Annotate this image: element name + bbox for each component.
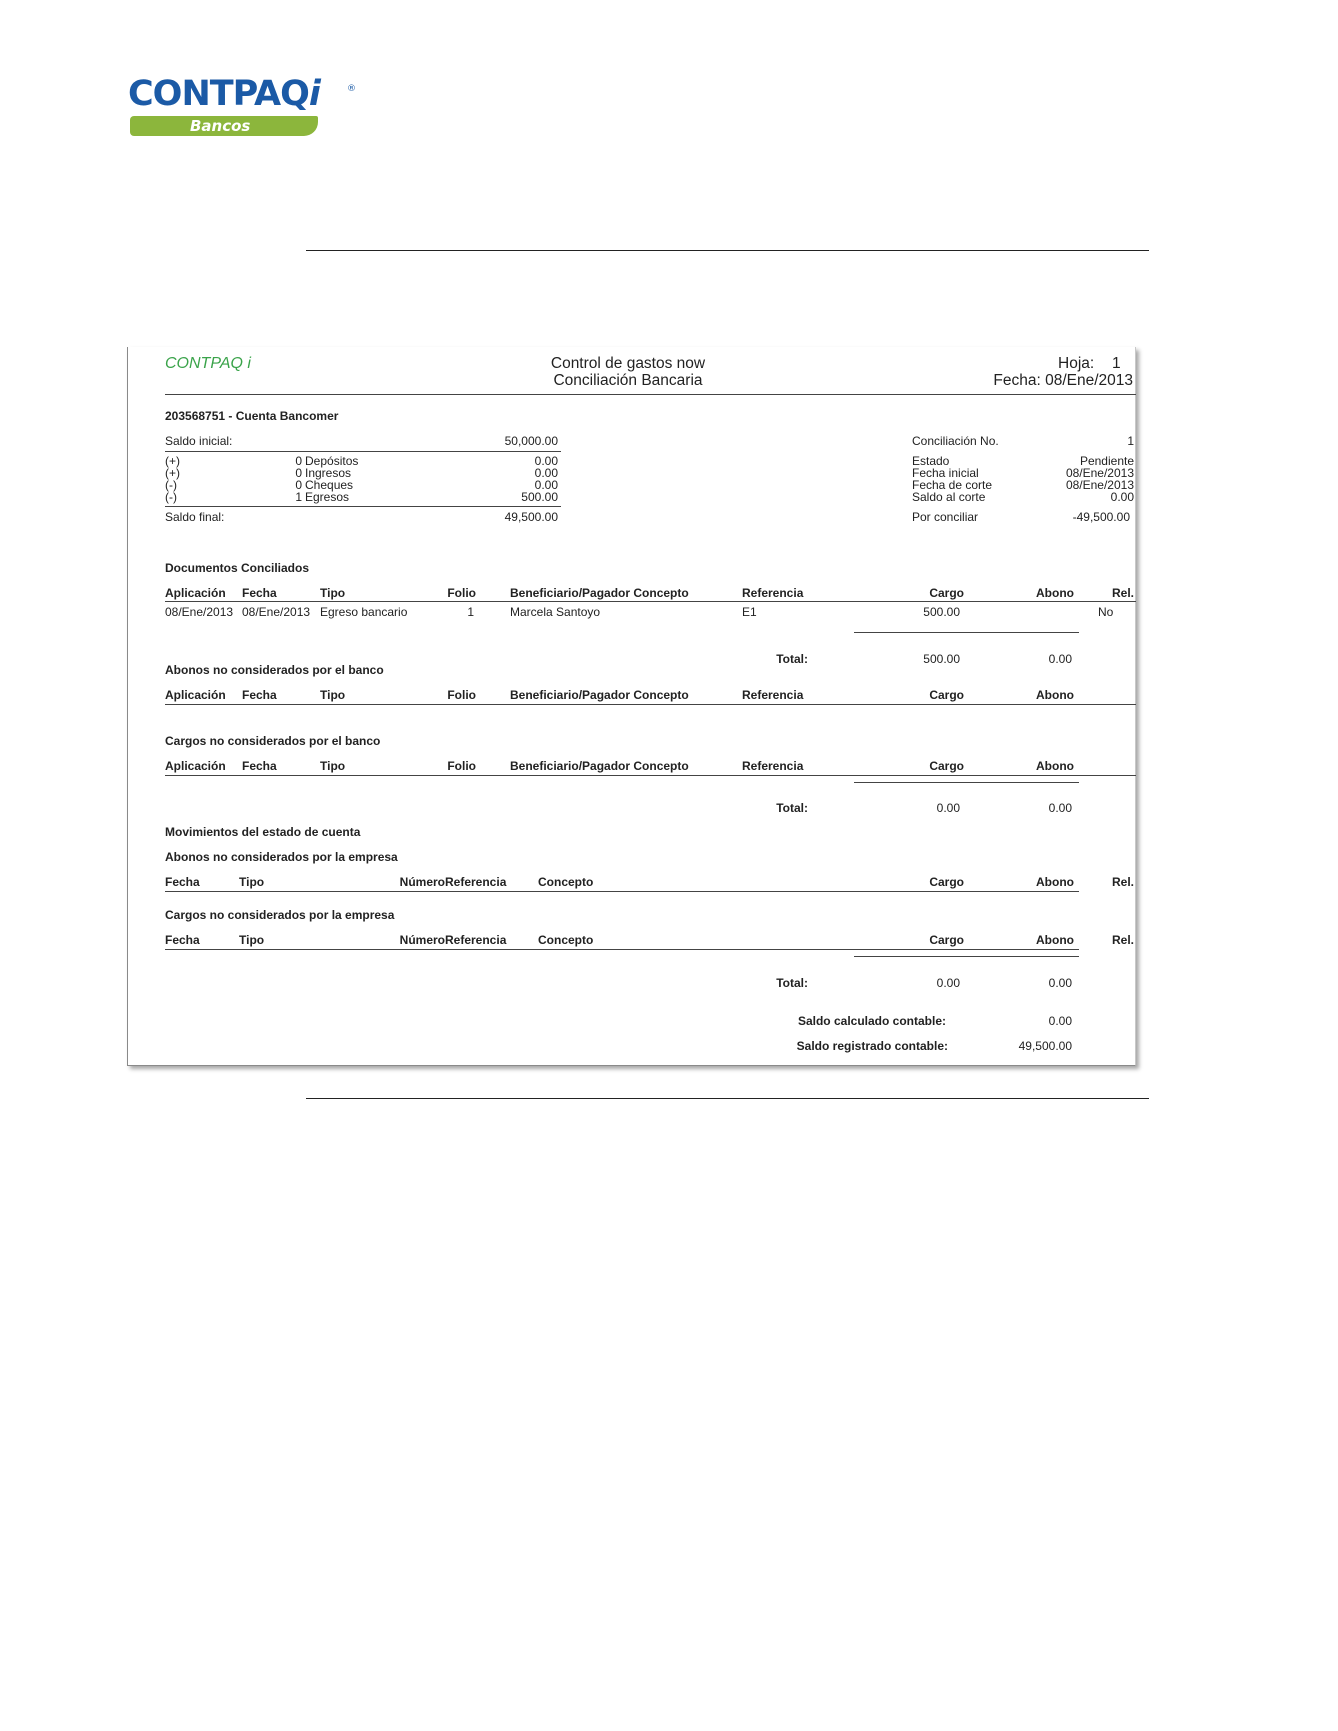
col-numero: Número — [399, 875, 445, 889]
page-number-label: Hoja: — [1058, 355, 1095, 372]
total-label: Total: — [776, 801, 808, 815]
col-abono: Abono — [1036, 688, 1074, 702]
saldo-final-label: Saldo final: — [165, 510, 225, 524]
summary-sign: (+) — [165, 454, 180, 468]
summary-sign: (+) — [165, 466, 180, 480]
info-label: Saldo al corte — [912, 490, 986, 504]
summary-count: 0 — [295, 454, 302, 468]
section-title-cargos-banco: Cargos no considerados por el banco — [165, 734, 381, 748]
logo-wordmark: CONTPAQi — [128, 74, 320, 114]
info-value: 0.00 — [1110, 490, 1134, 504]
total-cargo: 0.00 — [936, 801, 960, 815]
summary-label: Ingresos — [305, 466, 352, 480]
report-title: Conciliación Bancaria — [553, 372, 703, 389]
total-label: Total: — [776, 652, 808, 666]
col-folio: Folio — [447, 688, 476, 702]
total-cargo: 0.00 — [936, 976, 960, 990]
summary-value: 500.00 — [521, 490, 558, 504]
info-value: 08/Ene/2013 — [1065, 466, 1134, 480]
col-aplicacion: Aplicación — [165, 759, 226, 773]
summary-count: 0 — [295, 466, 302, 480]
saldo-registrado-label: Saldo registrado contable: — [796, 1039, 948, 1053]
conciliacion-value: 1 — [1127, 434, 1134, 448]
cell-beneficiario: Marcela Santoyo — [510, 605, 601, 619]
col-cargo: Cargo — [929, 688, 964, 702]
table-header-rule — [165, 704, 1136, 705]
col-cargo: Cargo — [929, 759, 964, 773]
saldo-final-value: 49,500.00 — [504, 510, 558, 524]
cell-tipo: Egreso bancario — [320, 605, 408, 619]
summary-value: 0.00 — [534, 478, 558, 492]
col-aplicacion: Aplicación — [165, 586, 226, 600]
report-brand: CONTPAQ i — [165, 355, 251, 372]
col-tipo: Tipo — [320, 759, 346, 773]
table-header-rule — [165, 891, 1079, 892]
info-value: Pendiente — [1079, 454, 1134, 468]
info-value: 08/Ene/2013 — [1065, 478, 1134, 492]
total-label: Total: — [776, 976, 808, 990]
section-title-documentos-conciliados: Documentos Conciliados — [165, 561, 310, 575]
saldo-inicial-value: 50,000.00 — [504, 434, 558, 448]
logo-trademark: ® — [347, 84, 356, 94]
col-abono: Abono — [1036, 933, 1074, 947]
por-conciliar-value: -49,500.00 — [1072, 510, 1130, 524]
total-abono: 0.00 — [1048, 652, 1072, 666]
col-referencia: Referencia — [742, 586, 804, 600]
section-title-abonos-banco: Abonos no considerados por el banco — [165, 663, 384, 677]
top-divider — [306, 250, 1149, 251]
col-fecha: Fecha — [242, 586, 277, 600]
col-rel: Rel. — [1111, 933, 1134, 947]
col-tipo: Tipo — [320, 586, 346, 600]
col-referencia: Referencia — [445, 933, 507, 947]
col-cargo: Cargo — [929, 875, 964, 889]
totals-rule — [854, 956, 1079, 957]
summary-count: 1 — [295, 490, 302, 504]
section-title-abonos-empresa: Abonos no considerados por la empresa — [165, 850, 398, 864]
totals-rule — [854, 782, 1079, 783]
report-date: Fecha: 08/Ene/2013 — [993, 372, 1133, 389]
col-beneficiario: Beneficiario/Pagador Concepto — [510, 586, 689, 600]
col-referencia: Referencia — [742, 688, 804, 702]
summary-label: Depósitos — [305, 454, 359, 468]
cell-fecha: 08/Ene/2013 — [242, 605, 311, 619]
page-number-value: 1 — [1112, 355, 1121, 372]
saldo-registrado-value: 49,500.00 — [1018, 1039, 1072, 1053]
col-folio: Folio — [447, 586, 476, 600]
col-concepto: Concepto — [538, 933, 594, 947]
summary-bottom-rule — [165, 506, 561, 507]
table-header-rule — [165, 601, 1136, 602]
section-title-cargos-empresa: Cargos no considerados por la empresa — [165, 908, 395, 922]
summary-label: Egresos — [305, 490, 350, 504]
col-beneficiario: Beneficiario/Pagador Concepto — [510, 759, 689, 773]
col-referencia: Referencia — [742, 759, 804, 773]
cell-folio: 1 — [467, 605, 474, 619]
cell-referencia: E1 — [742, 605, 757, 619]
info-label: Fecha de corte — [912, 478, 993, 492]
info-label: Estado — [912, 454, 950, 468]
total-cargo: 500.00 — [923, 652, 960, 666]
col-cargo: Cargo — [929, 586, 964, 600]
totals-rule — [854, 632, 1079, 633]
summary-top-rule — [165, 451, 561, 452]
table-header-rule — [165, 949, 1079, 950]
col-abono: Abono — [1036, 586, 1074, 600]
summary-sign: (-) — [165, 490, 177, 504]
col-rel: Rel. — [1111, 875, 1134, 889]
summary-sign: (-) — [165, 478, 177, 492]
col-fecha: Fecha — [165, 875, 200, 889]
col-beneficiario: Beneficiario/Pagador Concepto — [510, 688, 689, 702]
summary-value: 0.00 — [534, 466, 558, 480]
col-fecha: Fecha — [165, 933, 200, 947]
col-abono: Abono — [1036, 759, 1074, 773]
cell-cargo: 500.00 — [923, 605, 960, 619]
summary-label: Cheques — [305, 478, 354, 492]
saldo-inicial-label: Saldo inicial: — [165, 434, 233, 448]
table-header-rule — [165, 775, 1136, 776]
col-concepto: Concepto — [538, 875, 594, 889]
header-divider — [165, 394, 1136, 395]
section-title-movimientos: Movimientos del estado de cuenta — [165, 825, 361, 839]
info-label: Fecha inicial — [912, 466, 979, 480]
col-numero: Número — [399, 933, 445, 947]
total-abono: 0.00 — [1048, 976, 1072, 990]
col-tipo: Tipo — [239, 933, 265, 947]
contpaqi-bancos-logo — [128, 74, 358, 142]
summary-value: 0.00 — [534, 454, 558, 468]
col-tipo: Tipo — [320, 688, 346, 702]
saldo-calculado-value: 0.00 — [1048, 1014, 1072, 1028]
account-name: 203568751 - Cuenta Bancomer — [165, 409, 339, 423]
conciliacion-label: Conciliación No. — [912, 434, 999, 448]
cell-aplicacion: 08/Ene/2013 — [165, 605, 234, 619]
col-fecha: Fecha — [242, 688, 277, 702]
col-referencia: Referencia — [445, 875, 507, 889]
col-fecha: Fecha — [242, 759, 277, 773]
summary-count: 0 — [295, 478, 302, 492]
col-tipo: Tipo — [239, 875, 265, 889]
bottom-divider — [306, 1098, 1149, 1099]
col-cargo: Cargo — [929, 933, 964, 947]
saldo-calculado-label: Saldo calculado contable: — [797, 1014, 946, 1028]
report-company: Control de gastos now — [550, 355, 706, 372]
total-abono: 0.00 — [1048, 801, 1072, 815]
col-aplicacion: Aplicación — [165, 688, 226, 702]
logo-product-name: Bancos — [190, 117, 251, 135]
col-abono: Abono — [1036, 875, 1074, 889]
cell-rel: No — [1098, 605, 1114, 619]
por-conciliar-label: Por conciliar — [912, 510, 979, 524]
col-folio: Folio — [447, 759, 476, 773]
col-rel: Rel. — [1111, 586, 1134, 600]
bank-reconciliation-report — [127, 347, 1136, 1066]
